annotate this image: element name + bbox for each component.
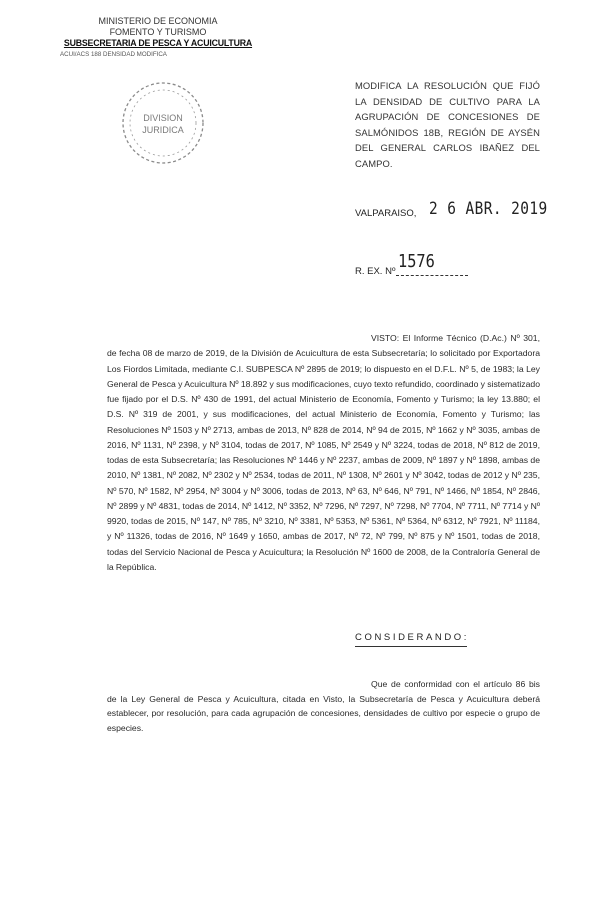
file-reference: ACUI/ACS 188 DENSIDAD MODIFICA — [60, 51, 167, 58]
visto-paragraph: VISTO: El Informe Técnico (D.Ac.) Nº 301, de fecha 08 de marzo de 2019, de la División de Acuicultura de esta Subsecretaría; lo solicitado por Exportadora Los Fiordos Limitada, mediante C.I. SUBPESCA Nº 2895 de 2019; lo dispuesto en el D.F.L. Nº 5, de 1983; la Ley General de Pesca y Acuicultura Nº 18.892 y sus modificaciones, cuyo texto refundido, coordinado y sistematizado fue fijado por el D.S. Nº 430 de 1991, del actual Ministerio de Economía, Fomento y Turismo; la ley 13.880; el D.S. Nº 319 de 2001, y sus modificaciones, del actual Ministerio de Economía, Fomento y Turismo; las Resoluciones Nº 1503 y Nº 2713, ambas de 2013, Nº 828 de 2014, Nº 94 de 2015, Nº 1662 y Nº 3035, ambas de 2016, Nº 1131, Nº 2398, y Nº 3104, todas de 2017, Nº 1085, Nº 2549 y Nº 3224, todas de 2018, Nº 812 de 2019, todas de esta Subsecretaría; las Resoluciones Nº 1446 y Nº 2237, ambas de 2009, Nº 1897 y Nº 1898, ambas de 2010, Nº 1381, Nº 2082, Nº 2302 y Nº 2534, todas de 2011, Nº 1308, Nº 2601 y Nº 3042, todas de 2012 y Nº 235, Nº 570, Nº 1582, Nº 2954, Nº 3004 y Nº 3006, todas de 2013, Nº 63, Nº 646, Nº 791, Nº 1466, Nº 1854, Nº 2846, Nº 2899 y Nº 4831, todas de 2014, Nº 1412, Nº 3352, Nº 7296, Nº 7297, Nº 7298, Nº 7704, Nº 7711, Nº 7714 y Nº 9920, todas de 2015, Nº 147, Nº 785, Nº 3210, Nº 3381, Nº 5353, Nº 5361, Nº 5364, Nº 6312, Nº 7921, Nº 11184, y Nº 11326, todas de 2016, Nº 1649 y 1650, ambas de 2017, Nº 72, Nº 799, Nº 875 y Nº 1501, todas de 2018, todas del Servicio Nacional de Pesca y Acuicultura; la Resolución Nº 1600 de 2008, de la Contraloría General de la República. — [107, 333, 540, 572]
ministry-name: MINISTERIO DE ECONOMIA — [98, 16, 218, 26]
place-label: VALPARAISO, — [355, 208, 417, 219]
resolution-number-line — [396, 275, 468, 276]
considerando-heading — [355, 632, 469, 643]
ministry-subtitle: FOMENTO Y TURISMO — [109, 27, 207, 37]
resolution-date: 2 6 ABR. 2019 — [429, 199, 548, 219]
resolution-number: 1576 — [398, 251, 435, 272]
resolution-number-label: R. EX. Nº — [355, 266, 396, 277]
ministry-header — [58, 16, 258, 60]
subsecretaria-name: SUBSECRETARIA DE PESCA Y ACUICULTURA — [63, 38, 253, 48]
considerando-paragraph-1: Que de conformidad con el artículo 86 bis de la Ley General de Pesca y Acuicultura, citada en Visto, la Subsecretaría de Pesca y Acuicultura deberá establecer, por resolución, para cada agrupación de concesiones, densidades de cultivo por especie o grupo de especies. — [107, 679, 540, 733]
stamp-line-1: DIVISION — [143, 113, 183, 123]
division-juridica-stamp — [118, 78, 208, 168]
stamp-line-2: JURIDICA — [142, 125, 184, 135]
considerando-label: CONSIDERANDO: — [355, 632, 470, 643]
resolution-subject: MODIFICA LA RESOLUCIÓN QUE FIJÓ LA DENSIDAD DE CULTIVO PARA LA AGRUPACIÓN DE CONCESIONES DE SALMÓNIDOS 18B, REGIÓN DE AYSÉN DEL GENERAL CARLOS IBAÑEZ DEL CAMPO. — [355, 80, 540, 169]
considerando-underline — [355, 646, 467, 647]
